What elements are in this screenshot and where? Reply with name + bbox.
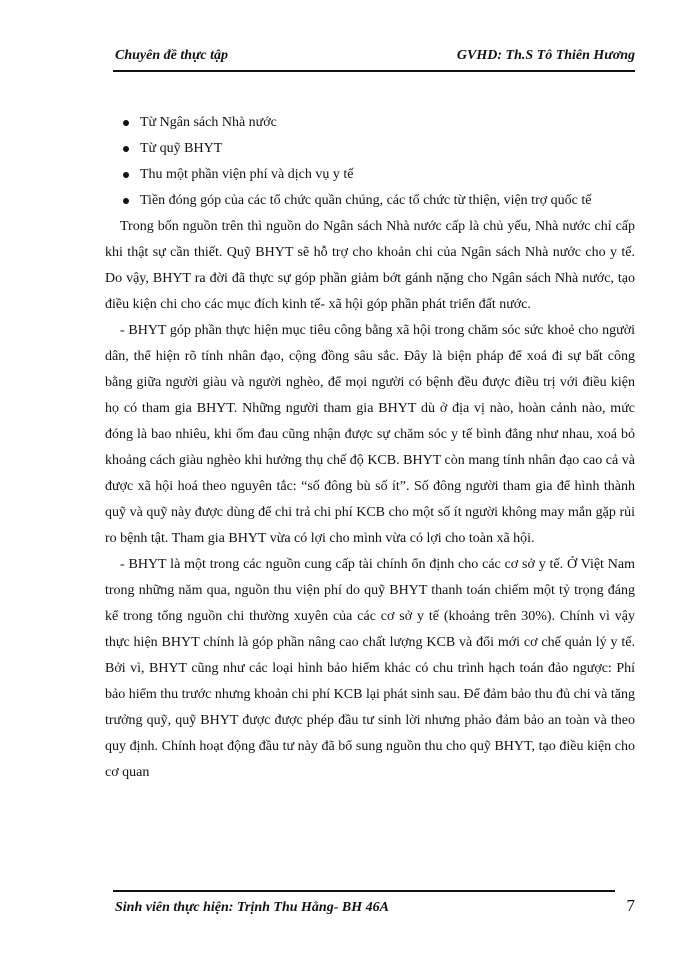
list-item <box>105 110 635 136</box>
footer-divider <box>113 890 615 892</box>
list-item-text: Từ Ngân sách Nhà nước <box>140 115 277 130</box>
paragraph-social-equity: - BHYT góp phần thực hiện mục tiêu công bằng xã hội trong chăm sóc sức khoẻ cho người dân, thể hiện rõ tính nhân đạo, cộng đồng sâu sắc. Đây là biện pháp để xoá đi sự bất công bằng giữa người giàu và người nghèo, để mọi người có bệnh đều được điều trị với điều kiện họ có tham gia BHYT. Những người tham gia BHYT dù ở địa vị nào, hoàn cảnh nào, mức đóng là bao nhiêu, khi ốm đau cũng nhận được sự chăm sóc y tế bình đẳng như nhau, xoá bỏ khoảng cách giàu nghèo khi hưởng thụ chế độ KCB. BHYT còn mang tính nhân đạo cao cả và được xã hội hoá theo nguyên tắc: “số đông bù số ít”. Số đông người tham gia để hình thành quỹ và quỹ này được dùng để chi trả chi phí KCB cho một số ít người không may mắn gặp rủi ro bệnh tật. Tham gia BHYT vừa có lợi cho mình vừa có lợi cho toàn xã hội. <box>105 323 635 546</box>
list-item <box>105 162 635 188</box>
list-item <box>105 136 635 162</box>
page-footer <box>115 896 635 920</box>
header-divider <box>113 70 635 72</box>
bullet-icon <box>123 146 129 152</box>
list-item-text: Từ quỹ BHYT <box>140 141 223 156</box>
list-item-text: Thu một phần viện phí và dịch vụ y tế <box>140 167 354 182</box>
paragraph-budget: Trong bốn nguồn trên thì nguồn do Ngân sách Nhà nước cấp là chủ yếu, Nhà nước chỉ cấp khi thật sự cần thiết. Quỹ BHYT sẽ hỗ trợ cho khoản chi của Ngân sách Nhà nước cho y tế. Do vậy, BHYT ra đời đã thực sự góp phần giảm bớt gánh nặng cho Ngân sách Nhà nước, tạo điều kiện chi cho các mục đích kinh tế- xã hội góp phần phát triển đất nước. <box>105 219 635 312</box>
page-header <box>115 48 635 66</box>
bullet-icon <box>123 172 129 178</box>
list-item-text: Tiền đóng góp của các tổ chức quần chúng, các tổ chức từ thiện, viện trợ quốc tế <box>140 193 592 208</box>
header-advisor: GVHD: Th.S Tô Thiên Hương <box>456 48 635 63</box>
list-item <box>105 188 635 214</box>
bullet-icon <box>123 198 129 204</box>
paragraph-financial-source: - BHYT là một trong các nguồn cung cấp tài chính ổn định cho các cơ sở y tế. Ở Việt Nam trong những năm qua, nguồn thu viện phí do quỹ BHYT thanh toán chiếm một tỷ trọng đáng kể trong tổng nguồn chi thường xuyên của các cơ sở y tế (khoảng trên 30%). Chính vì vậy thực hiện BHYT chính là góp phần nâng cao chất lượng KCB và đổi mới cơ chế quản lý y tế. Bởi vì, BHYT cũng như các loại hình bảo hiểm khác có chu trình hạch toán đảo ngược: Phí bảo hiểm thu trước nhưng khoản chi phí KCB lại phát sinh sau. Để đảm bảo thu đủ chi và tăng trưởng quỹ, quỹ BHYT được được phép đầu tư sinh lời nhưng phảo đảm bảo an toàn và theo quy định. Chính hoạt động đầu tư này đã bổ sung nguồn thu cho quỹ BHYT, tạo điều kiện cho cơ quan <box>105 557 635 780</box>
footer-student: Sinh viên thực hiện: Trịnh Thu Hằng- BH 46A <box>115 900 389 915</box>
page-number: 7 <box>626 896 635 915</box>
bullet-icon <box>123 120 129 126</box>
header-title: Chuyên đề thực tập <box>115 48 229 63</box>
funding-source-list <box>105 110 635 214</box>
page-body <box>105 110 635 786</box>
